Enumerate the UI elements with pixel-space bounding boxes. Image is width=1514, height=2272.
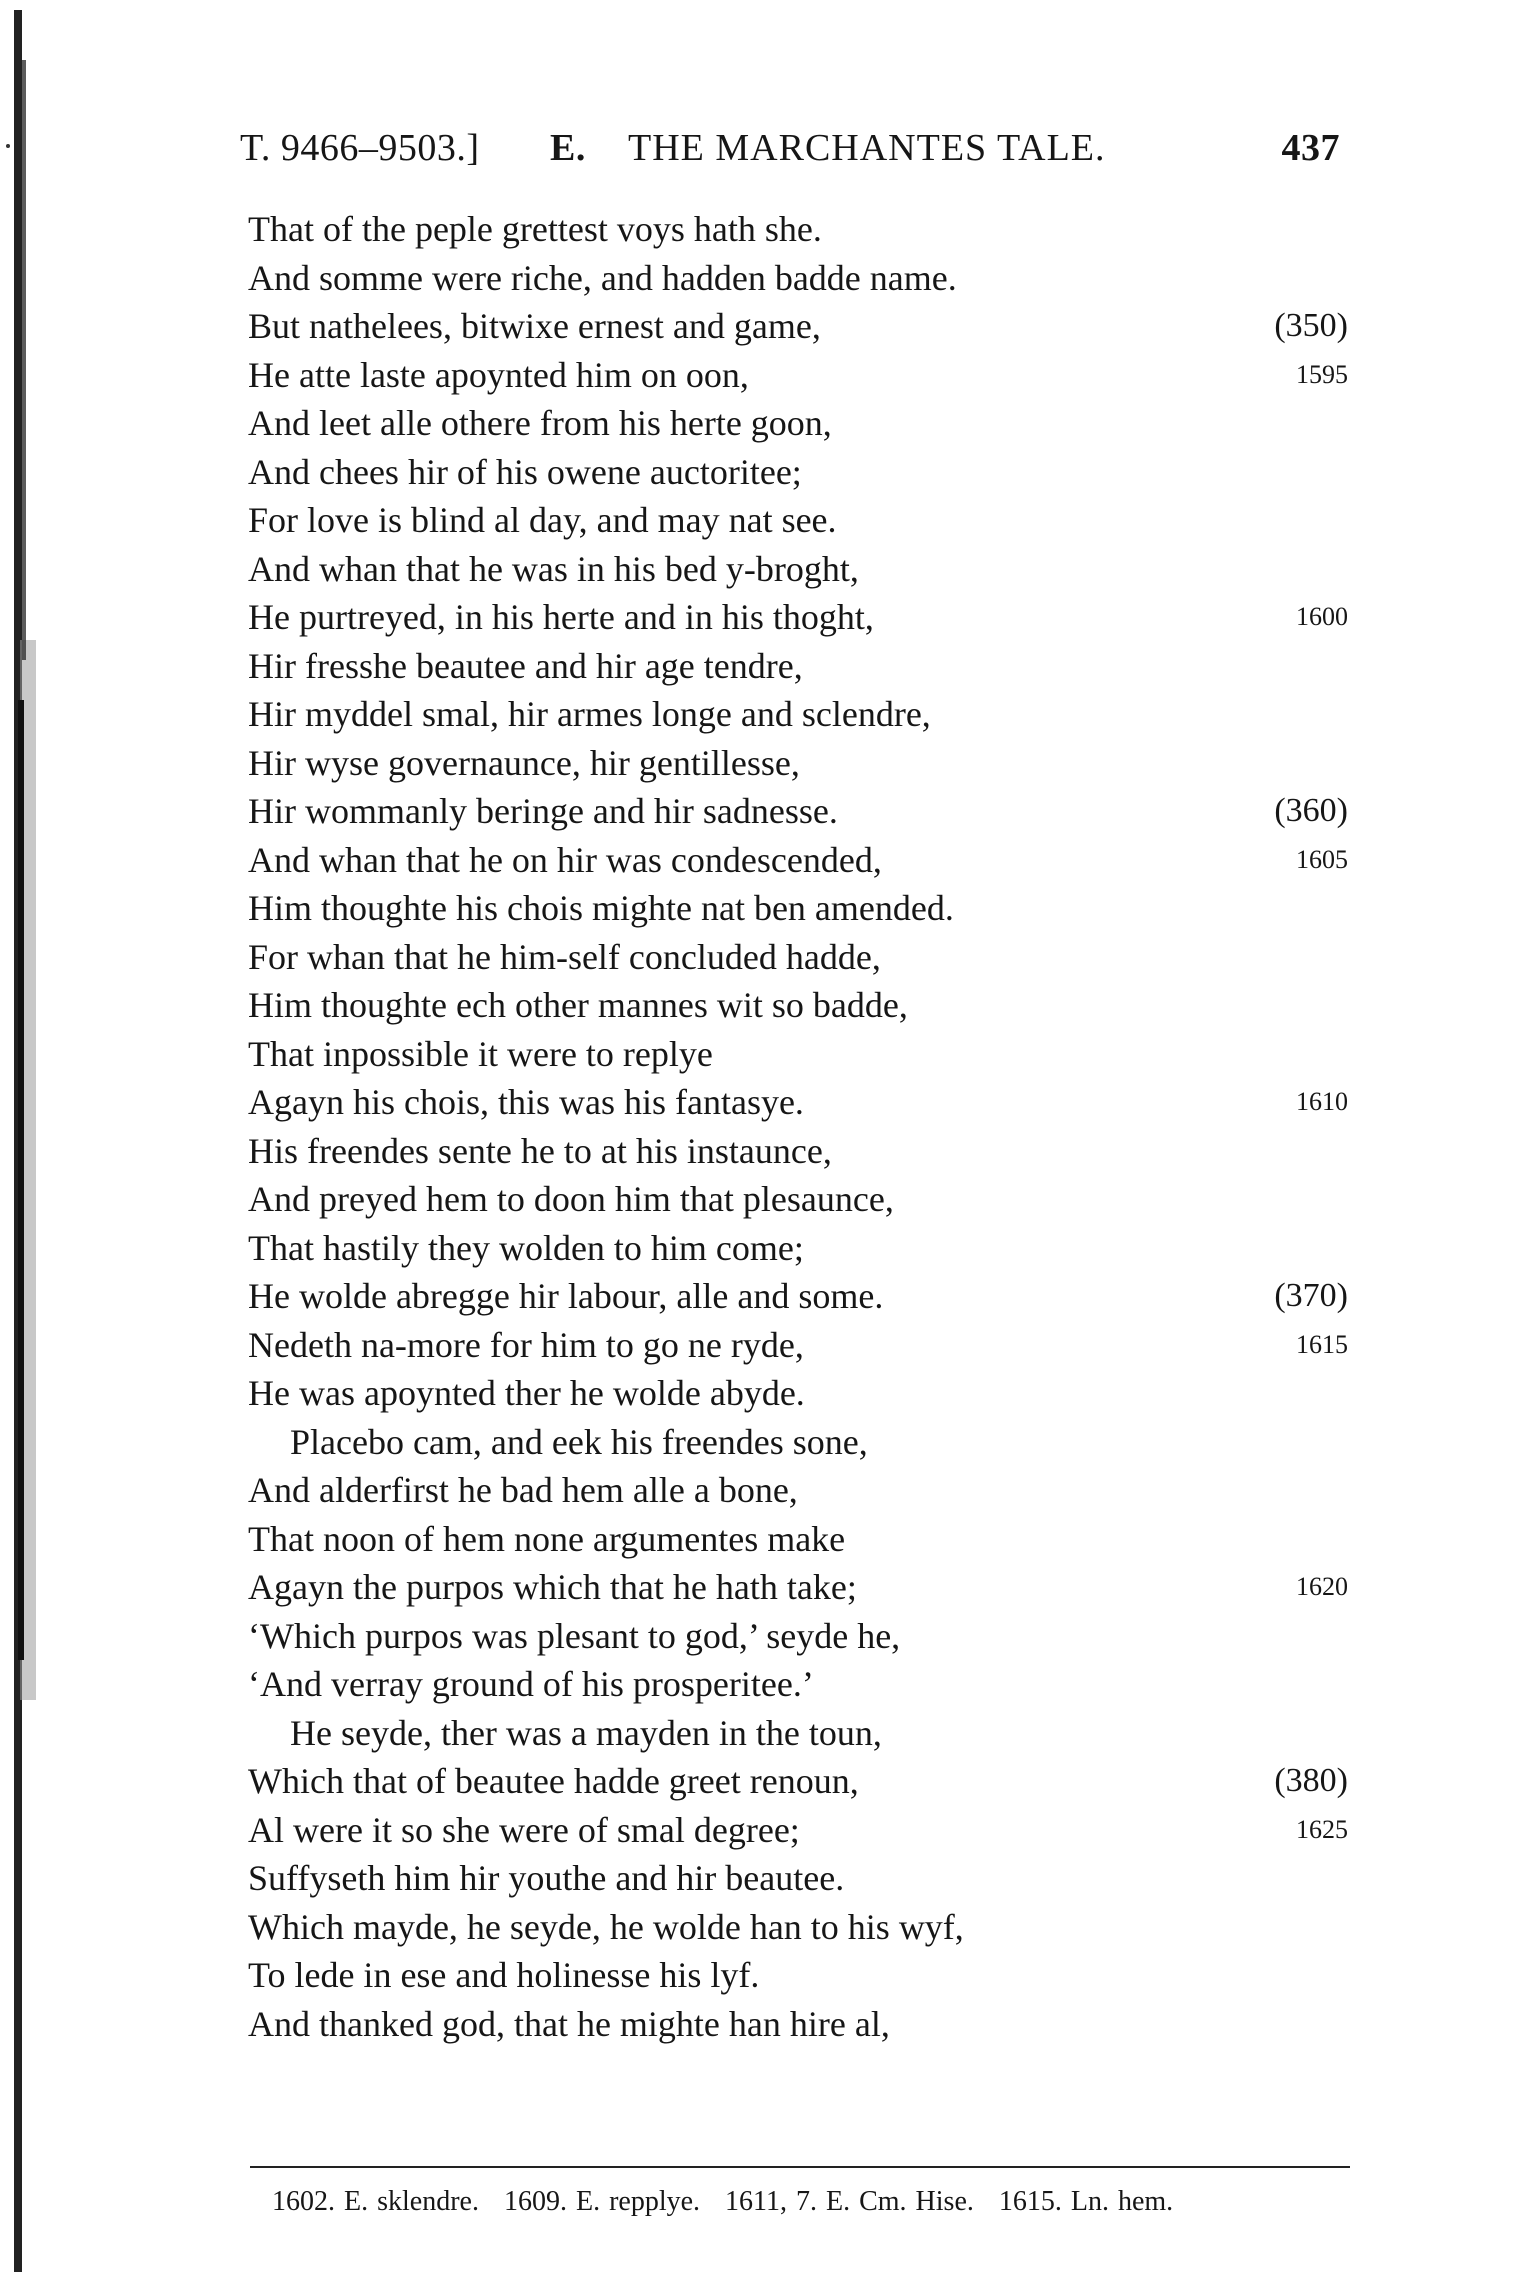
verse-line-text: He wolde abregge hir labour, alle and some. [248,1276,884,1316]
footnote: 1615. Ln. hem. [998,2186,1174,2217]
verse-line-text: Placebo cam, and eek his freendes sone, [290,1421,868,1462]
verse-line-text: That of the peple grettest voys hath she. [248,209,822,249]
verse-line-text: Agayn the purpos which that he hath take; [248,1567,857,1607]
verse-line-text: He was apoynted ther he wolde abyde. [248,1373,805,1413]
verse-line [248,1030,1348,1079]
verse-line [248,1466,1348,1515]
verse-line [248,1660,1348,1709]
verse-line [248,1127,1348,1176]
verse-line-text: Hir fresshe beautee and hir age tendre, [248,645,803,686]
verse-line-text: And somme were riche, and hadden badde name. [248,257,957,298]
verse-line [248,1903,1348,1952]
footnote-divider [250,2166,1350,2168]
line-number: 1595 [1296,359,1348,389]
line-number: 1605 [1296,844,1348,874]
verse-line [248,690,1348,739]
verse-line [248,787,1348,836]
verse-line [248,1175,1348,1224]
line-number: (380) [1274,1762,1348,1799]
line-number: (360) [1274,792,1348,829]
verse-line [248,496,1348,545]
verse-line [248,399,1348,448]
verse-line-text: And whan that he was in his bed y-broght, [248,548,859,589]
verse-line-text: Suffyseth him hir youthe and hir beautee. [248,1858,845,1898]
line-range: T. 9466–9503.] [240,127,480,169]
verse-line [248,981,1348,1030]
verse-line [248,1563,1348,1612]
verse-line [248,1709,1348,1758]
verse-line-text: Him thoughte his chois mighte nat ben amended. [248,888,954,928]
verse-line-text: He atte laste apoynted him on oon, [248,354,749,395]
verse-line-text: Which that of beautee hadde greet renoun, [248,1761,859,1801]
line-number: 1600 [1296,602,1348,631]
running-header [240,118,1340,178]
verse-line-text: That inpossible it were to replye [248,1033,713,1074]
verse-line-text: That noon of hem none argumentes make [248,1518,846,1559]
verse-line [248,1757,1348,1806]
verse-line-text: For whan that he him-self concluded hadde, [248,936,881,977]
page-number: 437 [1281,127,1340,169]
verse-line-text: He purtreyed, in his herte and in his thoght, [248,597,874,637]
verse-line [248,1272,1348,1321]
verse-line [248,545,1348,594]
verse-line [248,1612,1348,1661]
footnote: 1611, 7. E. Cm. Hise. [725,2186,974,2217]
verse-line [248,836,1348,885]
line-number: (370) [1274,1277,1348,1314]
verse-line-text: And alderfirst he bad hem alle a bone, [248,1470,798,1510]
verse-line-text: Which mayde, he seyde, he wolde han to his wyf, [248,1906,964,1947]
line-number: 1615 [1296,1329,1348,1359]
footnotes [272,2186,1189,2218]
verse-line [248,205,1348,254]
footnote: 1602. E. sklendre. [272,2186,479,2217]
verse-line-text: Hir myddel smal, hir armes longe and sclendre, [248,694,931,734]
verse-line-text: He seyde, ther was a mayden in the toun, [290,1712,882,1753]
verse-line-text: And thanked god, that he mighte han hire al, [248,2003,890,2044]
verse-line [248,593,1348,642]
verse-line [248,1806,1348,1855]
verse-line [248,1951,1348,2000]
verse-line-text: But nathelees, bitwixe ernest and game, [248,306,821,346]
verse-line-text: And preyed hem to doon him that plesaunce, [248,1179,894,1219]
verse-line [248,254,1348,303]
verse-line-text: Him thoughte ech other mannes wit so badde, [248,985,908,1025]
verse-line-text: And leet alle othere from his herte goon, [248,403,832,443]
verse-line [248,2000,1348,2049]
verse-line [248,1369,1348,1418]
verse-line-text: Nedeth na-more for him to go ne ryde, [248,1324,804,1365]
verse-line-text: And whan that he on hir was condescended, [248,839,882,880]
verse-line [248,884,1348,933]
verse-line-text: Hir wyse governaunce, hir gentillesse, [248,742,800,783]
verse-line [248,1224,1348,1273]
verse-line-text: Al were it so she were of smal degree; [248,1809,800,1850]
verse-line-text: That hastily they wolden to him come; [248,1227,804,1268]
verse-line-text: And chees hir of his owene auctoritee; [248,451,802,492]
verse-line [248,448,1348,497]
verse-line-text: ‘Which purpos was plesant to god,’ seyde he, [248,1615,901,1656]
verse-line [248,933,1348,982]
verse-line-text: His freendes sente he to at his instaunce, [248,1130,832,1171]
verse-line [248,1321,1348,1370]
verse-line [248,739,1348,788]
scanned-page-edge [0,0,46,2272]
verse-line-text: Hir wommanly beringe and hir sadnesse. [248,791,838,831]
verse-line-text: For love is blind al day, and may nat see. [248,500,837,540]
footnote: 1609. E. repplye. [503,2186,701,2217]
verse-line [248,351,1348,400]
verse-line-text: ‘And verray ground of his prosperitee.’ [248,1664,814,1704]
verse-text-block [248,205,1348,2048]
line-number: (350) [1274,307,1348,344]
line-number: 1625 [1296,1814,1348,1844]
verse-line [248,1418,1348,1467]
verse-line [248,1078,1348,1127]
verse-line [248,1854,1348,1903]
verse-line [248,302,1348,351]
verse-line [248,642,1348,691]
line-number: 1610 [1296,1087,1348,1116]
verse-line [248,1515,1348,1564]
section-letter: E. [550,127,586,169]
verse-line-text: To lede in ese and holinesse his lyf. [248,1955,760,1995]
verse-line-text: Agayn his chois, this was his fantasye. [248,1082,804,1122]
running-title: THE MARCHANTES TALE. [628,127,1106,169]
line-number: 1620 [1296,1572,1348,1601]
